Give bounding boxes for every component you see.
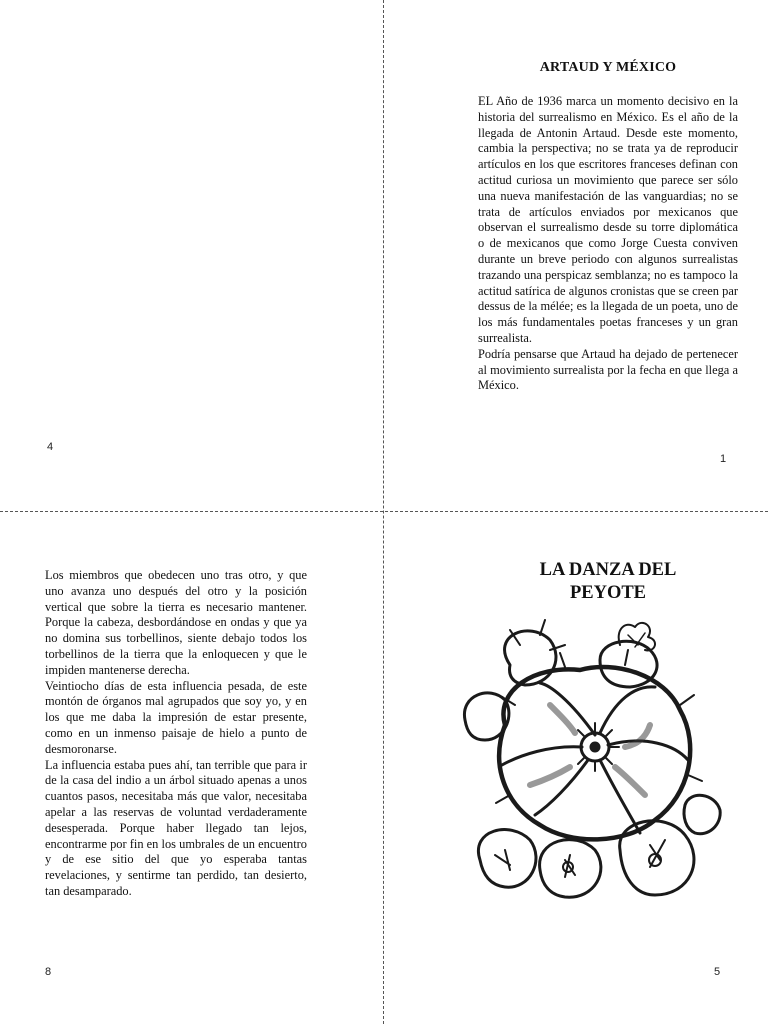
page-number-top-left: 4 <box>47 441 54 453</box>
page-title-la-danza-del-peyote <box>480 559 736 605</box>
title-line-1: LA DANZA DEL <box>539 560 677 580</box>
page-title-artaud-y-mexico: ARTAUD Y MÉXICO <box>539 60 677 75</box>
peyote-cactus-icon <box>450 605 735 935</box>
vertical-fold-line <box>383 0 384 1024</box>
horizontal-fold-line <box>0 511 768 512</box>
page-number-bottom-right: 5 <box>714 966 721 978</box>
paragraph: Los miembros que obedecen uno tras otro, y que uno avanza uno después del otro y la posición vertical que sobre la tierra es necesario mantener. Porque la cabeza, desbordándose en ondas y que ya no domina sus torbellinos, siente debajo todos los torbellinos de la tierra que la enloquecen y que le impiden mantenerse derecha. <box>45 568 307 677</box>
title-line-2: PEYOTE <box>569 583 647 603</box>
page-number-top-right: 1 <box>720 453 727 465</box>
body-text-artaud <box>478 94 738 394</box>
paragraph: La influencia estaba pues ahí, tan terrible que para ir de la casa del indio a un árbol situado apenas a unos cuantos pasos, necesitaba más que valor, necesitaba apelar a las reservas de voluntad verdaderamente desesperada. Porque haber llegado tan lejos, encontrarme por fin en los umbrales de un encuentro y de ese sitio del que yo esperaba tantas revelaciones, y sentirme tan perdido, tan desierto, tan desamparado. <box>45 757 307 898</box>
paragraph: Podría pensarse que Artaud ha dejado de pertenecer al movimiento surrealista por la fecha en que llega a México. <box>478 346 738 393</box>
paragraph: Veintiocho días de esta influencia pesada, de este montón de órganos mal agrupados que soy yo, y en los que me daba la impresión de estar presente, como en un inmenso paisaje de hielo a punto de desmoronarse. <box>45 678 307 756</box>
page-number-bottom-left: 8 <box>45 966 52 978</box>
body-text-danza <box>45 568 307 900</box>
paragraph: EL Año de 1936 marca un momento decisivo en la historia del surrealismo en México. Es el año de la llegada de Antonin Artaud. Desde este momento, cambia la perspectiva; no se trata ya de reproducir artículos en los que escritores franceses definan con actitud curiosa un movimiento que parece ser sólo una nueva manifestación de las vanguardias; no se trata de artículos enviados por mexicanos que observan el surrealismo desde su torre diplomática o de mexicanos que como Jorge Cuesta conviven durante un breve periodo con algunos surrealistas trazando una perspicaz semblanza; no es tampoco la actitud satírica de algunos cronistas que se creen par dessus de la mélée; es la llegada de un poeta, uno de los más fundamentales poetas franceses y un gran surrealista. <box>478 94 738 345</box>
